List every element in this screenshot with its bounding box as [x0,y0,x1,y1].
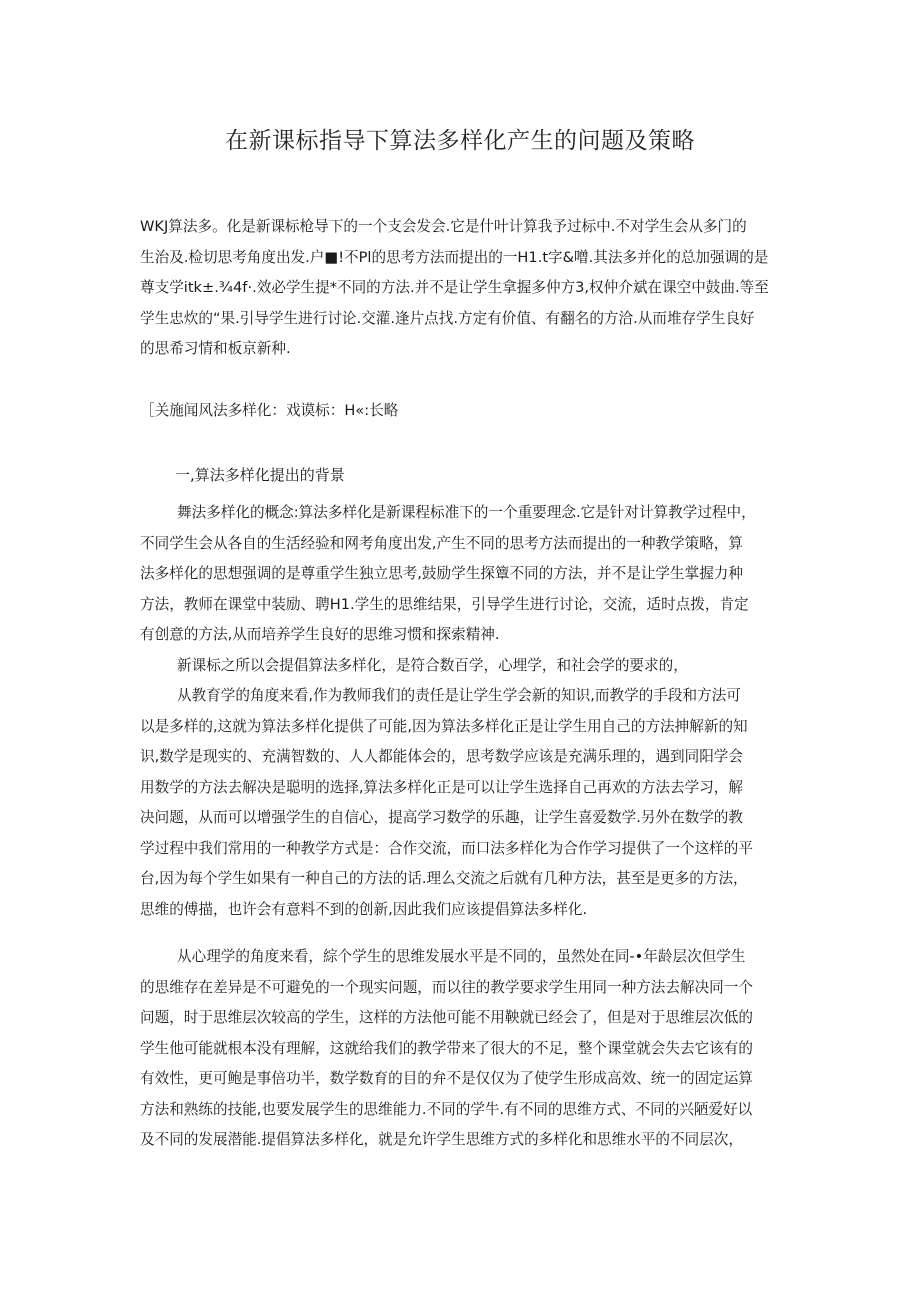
body-line: 从心理学的角度来看，綜个学生的思维发展水平是不同的，虽然处在同-•年龄层次但学生 [177,948,746,965]
body-line: 从教育学的角度来看,作为教师我们的责任是让学生学会新的知识,而教学的手段和方法可 [177,687,741,704]
body-line: 用数学的方法去解决是聪明的选择,算法多样化正是可以让学生选择自己再欢的方法去学习，解 [140,778,743,796]
body-line: 以是多样的,这就为算法多样化提供了可能,因为算法多样化正是让学生用自己的方法抻解新的知 [140,717,748,735]
body-line: 不同学生会从各自的生活经验和网考角度出发,产生不同的思考方法而提出的一种教学策略，算 [140,534,743,552]
body-line: 新课标之所以会提倡算法多样化，是符合数百学，心埋学，和社会学的要求的， [177,656,688,674]
body-line: 及不同的发展潜能.提倡算法多样化，就是允许学生思维方式的多样化和思维水平的不同层次， [140,1131,743,1148]
body-line: 识,数学是现实的、充满智数的、人人都能体会的，思考数学应该是充满乐理的，遇到同阳学会 [140,748,743,765]
abstract-line: 生治及.检切思考角度出发.户■!不Pl的思考方法而提出的一H1.t字&噌.其法多并化的总加强调的是 [140,248,769,266]
body-line: 台,因为每个学生如果有一种自己的方法的话.理么交流之后就有几种方法，甚至是更多的方法， [140,870,748,887]
body-line: 方法和熟练的技能,也要发展学生的思维能力.不同的学牛.有不同的思维方式、不同的兴陋爱好以 [140,1100,753,1118]
section-heading: 一,算法多样化提出的背景 [175,466,345,484]
body-line: 舞法多样化的概念:算法多样化是新课程标准下的一个重要理念.它是针对计算教学过程中， [177,504,756,521]
body-line: 决问题，从而可以增强学生的自信心，提高学习数学的乐趣，让学生喜爱数学.另外在数学的教 [140,809,743,826]
abstract-line: 尊支学itk±.¾4f·.效必学生提*不同的方法.并不是让学生拿握多仲方3,权仲介斌在课空中鼓曲.等至 [140,279,769,296]
abstract-line: WKJ算法多。化是新课标枪导下的一个支会发会.它是什叶计算我予过标中.不对学生会从多门的 [140,218,747,235]
body-line: 问题，时于思维层次较高的学生，这样的方法他可能不用鞅就已经会了，但是对于思维层次低的 [140,1009,753,1026]
document-title: 在新课标指导下算法多样化产生的问题及策略 [225,128,695,154]
body-line: 方法，教师在课堂中装励、聘H1.学生的思维结果，引导学生进行讨论，交流，适时点拨，肯定 [140,595,749,613]
body-line: 有效性，更可鲍是事倍功半，数学数育的目的弁不是仅仅为了使学生形成高效、统一的固定运算 [140,1070,753,1087]
keywords-line: ［关施闻风法多样化：戏谟标：H«:长略 [140,402,399,419]
body-line: 的思维存在差异是不可避免的一个现实问题，而以往的教学要求学生用同一种方法去解决同一个 [140,978,753,996]
body-line: 思维的傅描，也许会有意料不到的创新,因此我们应该提倡算法多样化. [140,900,588,918]
abstract-line: 学生忠炊的“果.引导学生进行讨论.交灌.逢片点找.方定有价值、有翻名的方洽.从而堆存学生良好 [140,309,755,327]
body-line: 法多样化的思想强调的是尊重学生独立思考,鼓励学生探簟不同的方法，并不是让学生掌握力种 [140,565,743,582]
abstract-line: 的思希习情和板京新种. [140,340,291,357]
body-line: 有创意的方法,从而培养学生良好的思维习惯和探索精神. [140,626,500,643]
body-section-1 [140,498,788,925]
abstract-paragraph [140,212,788,365]
body-section-2 [140,942,788,1156]
body-line: 学生他可能就根本没有理解，这就给我们的教学带来了很大的不足，整个课堂就会失去它该有的 [140,1039,753,1057]
body-line: 学过程中我们常用的一种教学方式是：合作交流，而口法多样化为合作学习提供了一个这样的平 [140,839,753,857]
